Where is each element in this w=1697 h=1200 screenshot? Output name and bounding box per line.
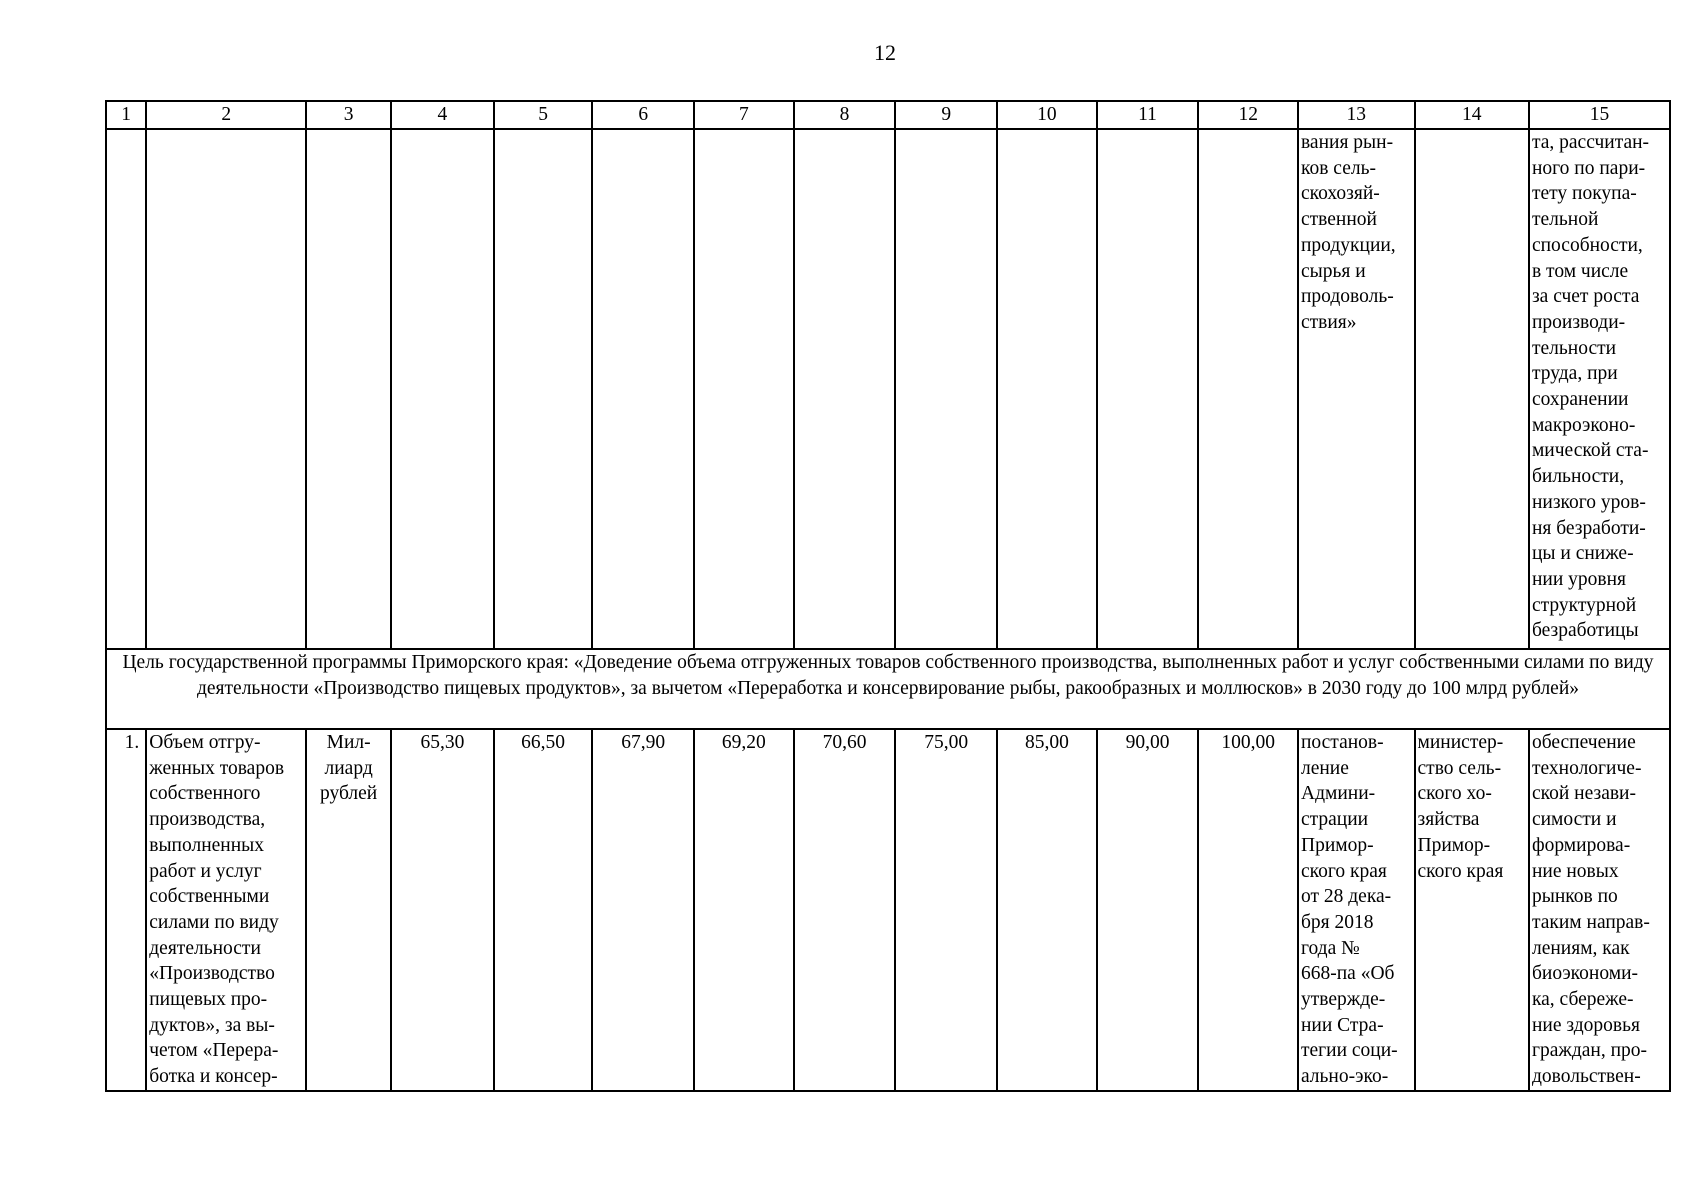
indicator-value: 70,60 bbox=[794, 729, 896, 1091]
document-text-continued: вания рын- ков сель- скохозяй- ственной продукции, сырья и продоволь- ствия» bbox=[1298, 129, 1415, 649]
table-cell bbox=[997, 129, 1097, 649]
continuation-row bbox=[106, 129, 1670, 649]
table-cell bbox=[1198, 129, 1298, 649]
table-cell bbox=[794, 129, 896, 649]
indicator-value: 100,00 bbox=[1198, 729, 1298, 1091]
indicator-row bbox=[106, 729, 1670, 1091]
column-number: 7 bbox=[694, 101, 794, 129]
table-cell bbox=[895, 129, 997, 649]
column-number: 2 bbox=[146, 101, 306, 129]
column-number: 3 bbox=[306, 101, 391, 129]
goal-link-text: обеспечение технологиче- ской незави- симости и формирова- ние новых рынков по таким направ- лениям, как биоэкономи- ка, сбереже- ние здоровья граждан, про- довольствен- bbox=[1529, 729, 1670, 1091]
indicators-table bbox=[105, 100, 1671, 1092]
column-number: 12 bbox=[1198, 101, 1298, 129]
indicator-value: 65,30 bbox=[391, 729, 494, 1091]
column-number: 5 bbox=[494, 101, 593, 129]
column-number: 11 bbox=[1097, 101, 1199, 129]
column-number: 4 bbox=[391, 101, 494, 129]
indicator-value: 75,00 bbox=[895, 729, 997, 1091]
table-cell bbox=[494, 129, 593, 649]
table-cell bbox=[592, 129, 694, 649]
column-number: 6 bbox=[592, 101, 694, 129]
indicator-value: 66,50 bbox=[494, 729, 593, 1091]
column-number: 15 bbox=[1529, 101, 1670, 129]
table-cell bbox=[694, 129, 794, 649]
table-cell bbox=[306, 129, 391, 649]
page-number: 12 bbox=[874, 40, 896, 65]
indicator-value: 85,00 bbox=[997, 729, 1097, 1091]
table-cell bbox=[391, 129, 494, 649]
indicator-value: 69,20 bbox=[694, 729, 794, 1091]
indicator-value: 67,90 bbox=[592, 729, 694, 1091]
column-number: 1 bbox=[106, 101, 146, 129]
column-number: 8 bbox=[794, 101, 896, 129]
table-cell bbox=[106, 129, 146, 649]
source-document: постанов- ление Админи- страции Примор- ского края от 28 дека- бря 2018 года № 668-па «Об утвержде- нии Стра- тегии соци- ально-эко- bbox=[1298, 729, 1415, 1091]
column-number: 10 bbox=[997, 101, 1097, 129]
column-number: 14 bbox=[1415, 101, 1529, 129]
column-number: 9 bbox=[895, 101, 997, 129]
table-cell bbox=[146, 129, 306, 649]
row-number: 1. bbox=[106, 729, 146, 1091]
table-cell bbox=[1097, 129, 1199, 649]
column-number-row bbox=[106, 101, 1670, 129]
goal-link-text-continued: та, рассчитан- ного по пари- тету покупа- тельной способности, в том числе за счет роста производи- тельности труда, при сохранении макроэконо- мической ста- бильности, низкого уров- ня безработи- цы и сниже- нии уровня структурной безработицы bbox=[1529, 129, 1670, 649]
indicator-name: Объем отгру- женных товаров собственного производства, выполненных работ и услуг собственными силами по виду деятельности «Производство пищевых про- дуктов», за вы- четом «Перера- ботка и консер- bbox=[146, 729, 306, 1091]
program-goal-row bbox=[106, 649, 1670, 729]
table-cell bbox=[1415, 129, 1529, 649]
indicator-value: 90,00 bbox=[1097, 729, 1199, 1091]
column-number: 13 bbox=[1298, 101, 1415, 129]
unit-of-measure: Мил- лиард рублей bbox=[306, 729, 391, 1091]
responsible-body: министер- ство сель- ского хо- зяйства Примор- ского края bbox=[1415, 729, 1529, 1091]
program-goal-text: Цель государственной программы Приморского края: «Доведение объема отгруженных товаров собственного производства, выполненных работ и услуг собственными силами по виду деятельности «Производство пищевых продуктов», за вычетом «Переработка и консервирование рыбы, ракообразных и моллюсков» в 2030 году до 100 млрд рублей» bbox=[106, 649, 1670, 729]
